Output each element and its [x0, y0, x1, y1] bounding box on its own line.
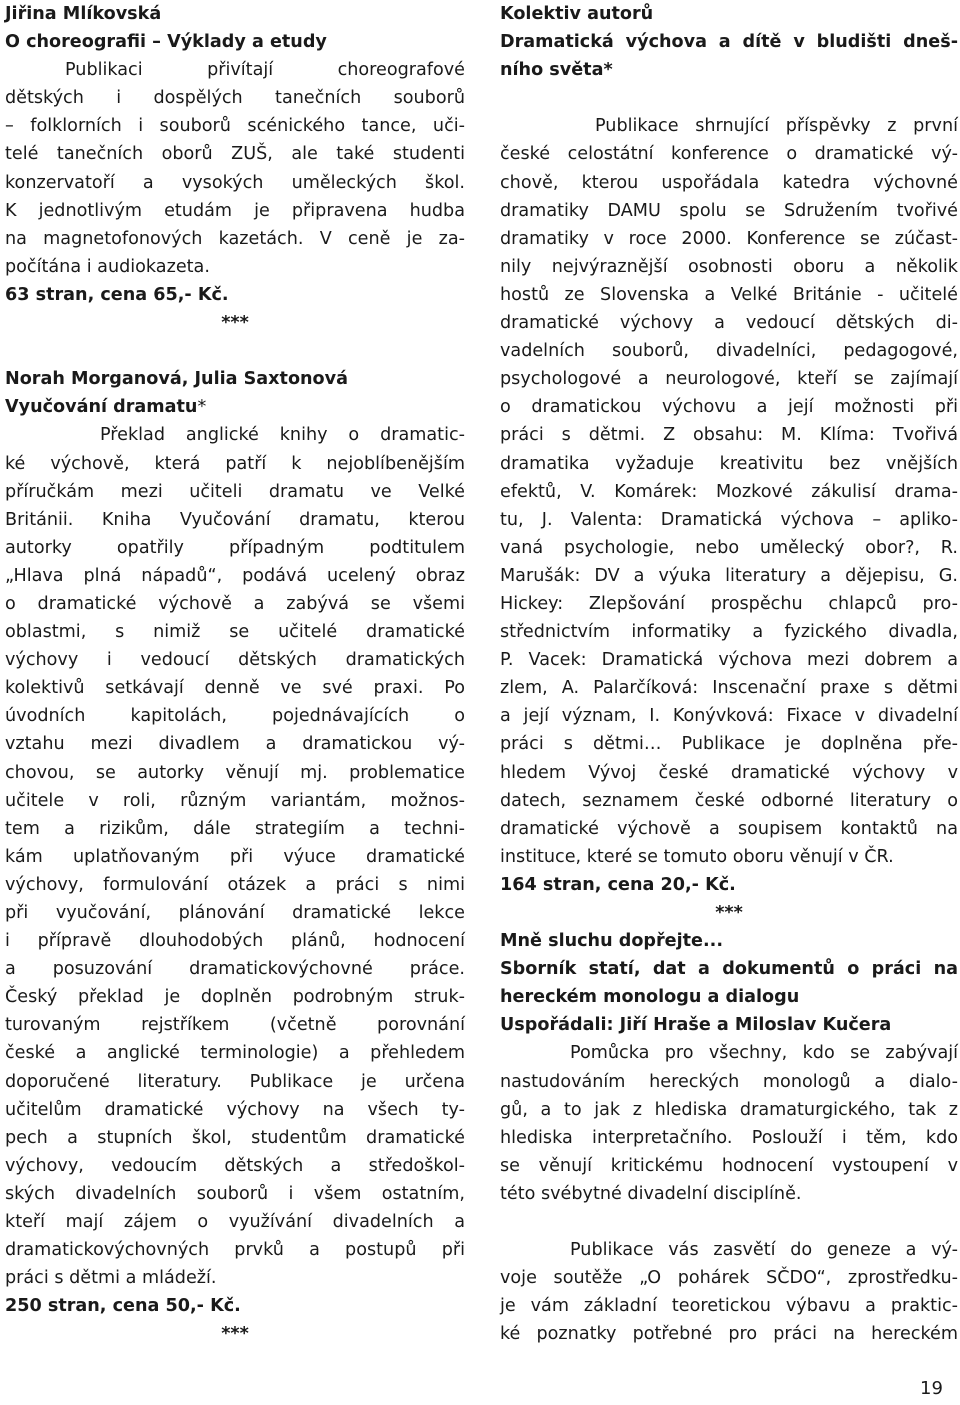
text-line: se věnují kritickému hodnocení vystoupení v — [500, 1155, 958, 1176]
text-line: tem a rizikům, dále strategiím a techni- — [5, 818, 465, 839]
text-line: chovou, se autorky věnují mj. problematice — [5, 762, 465, 783]
text-line: je vám základní teoretickou výbavu a praktic- — [500, 1296, 958, 1317]
article-title: Mně sluchu dopřejte... — [500, 931, 724, 952]
text-line: efektů, V. Komárek: Mozkové zákulisí drama- — [500, 481, 958, 502]
article-title: Dramatická výchova a dítě v bludišti dneš- — [500, 32, 958, 53]
text-line: ké výchově, která patří k nejoblíbenějším — [5, 453, 465, 474]
text-line: učitelům dramatické výchovy na všech ty- — [5, 1099, 465, 1120]
text-line: konzervatoří a vysokých uměleckých škol. — [5, 172, 465, 193]
text-line: dramatiky DAMU spolu se Sdružením tvořivé — [500, 200, 958, 221]
article-editors: Uspořádali: Jiří Hraše a Miloslav Kučera — [500, 1015, 892, 1036]
text-line: práci s dětmi a mládeží. — [5, 1268, 217, 1289]
text-line: na magnetofonových kazetách. V ceně je za- — [5, 228, 465, 249]
text-line: práci s dětmi… Publikace je doplněna pře- — [500, 734, 958, 755]
text-line: nastudováním hereckých monologů a dialo- — [500, 1071, 958, 1092]
right-column — [500, 0, 958, 1349]
text-line: výchovy i vedoucí dětských dramatických — [5, 650, 465, 671]
text-line: dramatické výchově a soupisem kontaktů na — [500, 818, 958, 839]
article-title — [5, 393, 465, 421]
text-line: výchovy, formulování otázek a práci s nimi — [5, 874, 465, 895]
text-line: a její význam, I. Konývková: Fixace v divadelní — [500, 706, 958, 727]
spacer — [5, 337, 465, 365]
text-line: Publikace shrnující příspěvky z první — [595, 116, 958, 137]
text-line: autorky opatřily případným podtitulem — [5, 537, 465, 558]
text-line: gů, a to jak z hlediska dramaturgického, tak z — [500, 1099, 958, 1120]
text-line: Publikace vás zasvětí do geneze a vý- — [570, 1240, 958, 1261]
text-line: dramatickovýchovných prvků a postupů při — [5, 1240, 465, 1261]
text-line: hlediska interpretačního. Poslouží i těm, kdo — [500, 1127, 958, 1148]
text-line: příručkám mezi učiteli dramatu ve Velké — [5, 481, 465, 502]
text-line: Británii. Kniha Vyučování dramatu, kterou — [5, 509, 465, 530]
text-line: voje soutěže „O pohárek SČDO“, zprostředku- — [500, 1268, 958, 1289]
text-line: práci s dětmi. Z obsahu: M. Klíma: Tvořivá — [500, 425, 958, 446]
article-author: Kolektiv autorů — [500, 4, 654, 24]
article-author: Norah Morganová, Julia Saxtonová — [5, 369, 348, 390]
text-line: vaná psychologie, nebo umělecký obor?, R. — [500, 537, 958, 558]
text-line: kteří mají zájem o využívání divadelních a — [5, 1212, 465, 1233]
asterisk-mark: * — [197, 397, 207, 418]
text-line: počítána i audiokazeta. — [5, 256, 210, 277]
text-line: Hickey: Zlepšování prospěchu chlapců pro- — [500, 593, 958, 614]
text-line: o dramatickou výchovu a její možnosti při — [500, 397, 958, 418]
article-subtitle: Sborník statí, dat a dokumentů o práci na — [500, 959, 958, 980]
separator: *** — [715, 903, 743, 923]
price-line: 63 stran, cena 65,- Kč. — [5, 284, 229, 305]
text-line: kolektivů setkávají denně ve své praxi. Po — [5, 678, 465, 699]
text-line: české celostátní konference o dramatické vý- — [500, 144, 958, 165]
separator: *** — [221, 313, 249, 334]
article-subtitle: hereckém monologu a dialogu — [500, 987, 800, 1008]
text-line: této svébytné divadelní disciplíně. — [500, 1183, 802, 1204]
text-line: „Hlava plná nápadů“, podává ucelený obraz — [5, 565, 465, 586]
article-title: O choreografii – Výklady a etudy — [5, 32, 327, 53]
text-line: Marušák: DV a výuka literatury a dějepisu, G. — [500, 565, 958, 586]
text-line: telé tanečních oborů ZUŠ, ale také studenti — [5, 144, 465, 165]
text-line: o dramatické výchově a zabývá se všemi — [5, 593, 465, 614]
text-line: dramatiky v roce 2000. Konference se zúčast- — [500, 228, 958, 249]
text-line: hostů ze Slovenska a Velké Británie - učitelé — [500, 284, 958, 305]
text-line: doporučené literatury. Publikace je určena — [5, 1071, 465, 1092]
text-line: instituce, které se tomuto oboru věnují v ČR. — [500, 846, 894, 867]
text-line: ských divadelních souborů i všem ostatním, — [5, 1183, 465, 1204]
text-line: pech a stupních škol, studentům dramatické — [5, 1127, 465, 1148]
text-line: – folklorních i souborů scénického tance, uči- — [5, 116, 465, 137]
text-line: P. Vacek: Dramatická výchova mezi dobrem a — [500, 650, 958, 671]
text-line: vadelních souborů, divadelníci, pedagogové, — [500, 341, 958, 362]
text-line: vztahu mezi divadlem a dramatickou vý- — [5, 734, 465, 755]
text-line: úvodních kapitolách, pojednávajících o — [5, 706, 465, 727]
text-line: turovaným rejstříkem (včetně porovnání — [5, 1015, 465, 1036]
spacer — [500, 1208, 958, 1236]
text-line: tu, J. Valenta: Dramatická výchova – apliko- — [500, 509, 958, 530]
article-title-text: Vyučování dramatu — [5, 397, 198, 418]
text-line: nily nejvýraznější osobnosti oboru a několik — [500, 256, 958, 277]
text-line: dětských i dospělých tanečních souborů — [5, 88, 465, 109]
text-line: Pomůcka pro všechny, kdo se zabývají — [570, 1043, 958, 1064]
text-line: Český překlad je doplněn podrobným struk- — [5, 987, 465, 1008]
text-line: dramatické výchovy a vedoucí dětských di- — [500, 313, 958, 334]
text-line: K jednotlivým etudám je připravena hudba — [5, 200, 465, 221]
text-line: dramatika vyžaduje kreativitu bez vnějších — [500, 453, 958, 474]
text-line: učitele v roli, různým variantám, možnos- — [5, 790, 465, 811]
text-line: a posuzování dramatickovýchovné práce. — [5, 959, 465, 980]
text-line: kám uplatňovaným při výuce dramatické — [5, 846, 465, 867]
spacer — [500, 84, 958, 112]
text-line: psychologové a neurologové, kteří se zajímají — [500, 369, 958, 390]
text-line: Publikaci přivítají choreografové — [65, 60, 465, 81]
text-line: české a anglické terminologie) a přehledem — [5, 1043, 465, 1064]
text-line: při vyučování, plánování dramatické lekce — [5, 903, 465, 923]
price-line: 164 stran, cena 20,- Kč. — [500, 874, 736, 895]
text-line: i přípravě dlouhodobých plánů, hodnocení — [5, 931, 465, 952]
text-line: Překlad anglické knihy o dramatic- — [100, 425, 465, 446]
left-column — [5, 0, 465, 1349]
text-line: zlem, A. Palarčíková: Inscenační praxe s dětmi — [500, 678, 958, 699]
text-line: střednictvím informatiky a fyzického divadla, — [500, 622, 958, 643]
separator: *** — [221, 1324, 249, 1345]
article-author: Jiřina Mlíkovská — [5, 4, 162, 24]
page-number: 19 — [920, 1378, 943, 1399]
text-line: datech, seznamem české odborné literatury o — [500, 790, 958, 811]
price-line: 250 stran, cena 50,- Kč. — [5, 1296, 241, 1317]
text-line: ké poznatky potřebné pro práci na hereckém — [500, 1324, 958, 1345]
text-line: chově, kterou uspořádala katedra výchovné — [500, 172, 958, 193]
text-line: oblastmi, s nimiž se učitelé dramatické — [5, 622, 465, 643]
article-title: ního světa* — [500, 60, 613, 81]
text-line: výchovy, vedoucím dětských a středoškol- — [5, 1155, 465, 1176]
text-line: hledem Vývoj české dramatické výchovy v — [500, 762, 958, 783]
